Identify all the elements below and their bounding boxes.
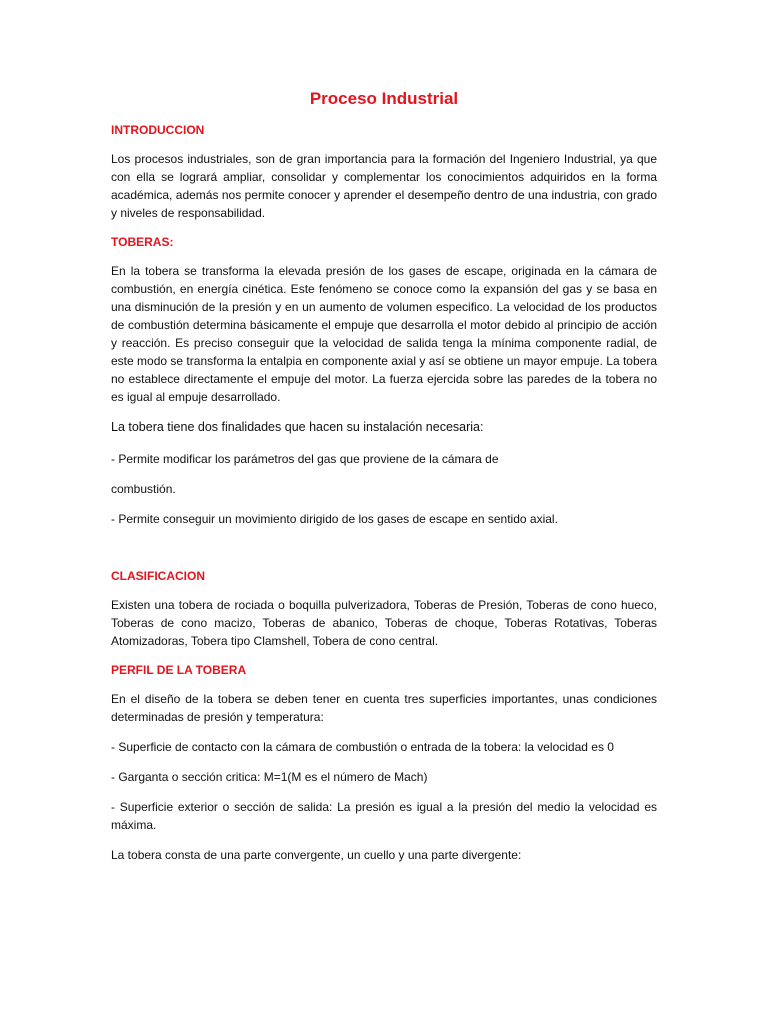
clasificacion-paragraph: Existen una tobera de rociada o boquilla pulverizadora, Toberas de Presión, Toberas de cono hueco, Toberas de cono macizo, Toberas de abanico, Toberas de choque, Toberas Rotativas, Toberas Atomizadoras, Tobera tipo Clamshell, Tobera de cono central. [111, 598, 657, 648]
toberas-list-item-2: - Permite conseguir un movimiento dirigido de los gases de escape en sentido axial. [111, 512, 558, 526]
heading-introduccion: INTRODUCCION [111, 123, 205, 137]
document-title: Proceso Industrial [309, 89, 459, 108]
perfil-list-item-2: - Garganta o sección critica: M=1(M es el número de Mach) [111, 770, 428, 784]
heading-perfil: PERFIL DE LA TOBERA [111, 663, 247, 677]
toberas-list-item-1-cont: combustión. [111, 482, 176, 496]
intro-paragraph: Los procesos industriales, son de gran importancia para la formación del Ingeniero Industrial, ya que con ella se logrará ampliar, consolidar y complementar los conocimientos adquiridos en la forma académica, además nos permite conocer y aprender el desempeño dentro de una industria, con grado y niveles de responsabilidad. [111, 152, 657, 220]
heading-toberas: TOBERAS: [111, 235, 174, 249]
perfil-list-item-1: - Superficie de contacto con la cámara de combustión o entrada de la tobera: la velocidad es 0 [111, 740, 614, 754]
perfil-paragraph: En el diseño de la tobera se deben tener en cuenta tres superficies importantes, unas condiciones determinadas de presión y temperatura: [111, 692, 657, 724]
document-page [111, 88, 657, 864]
perfil-conclusion: La tobera consta de una parte convergente, un cuello y una parte divergente: [111, 848, 522, 862]
toberas-finalidades: La tobera tiene dos finalidades que hacen su instalación necesaria: [111, 420, 484, 434]
toberas-paragraph: En la tobera se transforma la elevada presión de los gases de escape, originada en la cámara de combustión, en energía cinética. Este fenómeno se conoce como la expansión del gas y se basa en una disminución de la presión y en un aumento de volumen especifico. La velocidad de los productos de combustión determina básicamente el empuje que desarrolla el motor debido al principio de acción y reacción. Es preciso conseguir que la velocidad de salida tenga la mínima componente radial, de este modo se transforma la entalpia en componente axial y así se obtiene un mayor empuje. La tobera no establece directamente el empuje del motor. La fuerza ejercida sobre las paredes de la tobera no es igual al empuje desarrollado. [111, 264, 657, 404]
heading-clasificacion: CLASIFICACION [111, 569, 205, 583]
toberas-list-item-1: - Permite modificar los parámetros del gas que proviene de la cámara de [111, 452, 499, 466]
perfil-list-item-3: - Superficie exterior o sección de salida: La presión es igual a la presión del medio la velocidad es máxima. [111, 800, 657, 832]
